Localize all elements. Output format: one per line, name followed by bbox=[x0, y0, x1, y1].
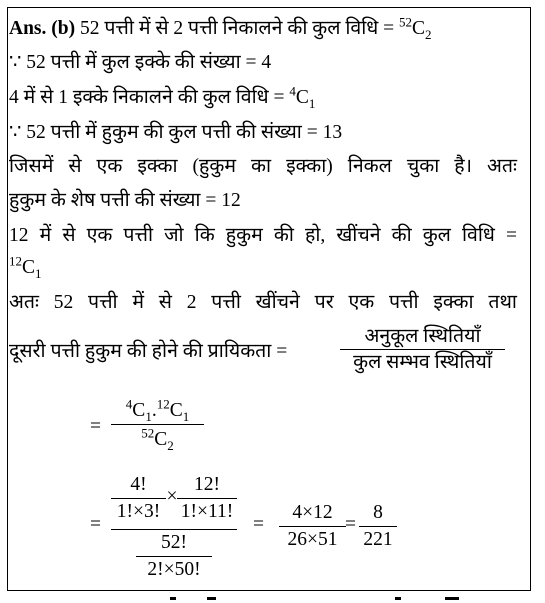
denominator: कुल सम्भव स्थितियाँ bbox=[340, 349, 505, 376]
denominator: 26×51 bbox=[279, 526, 346, 553]
numerator: 4! bbox=[130, 474, 147, 495]
equals-sign: = bbox=[90, 514, 101, 535]
line-6: हुकुम के शेष पत्ती की संख्या = 12 bbox=[9, 190, 241, 211]
combination-symbol: C bbox=[412, 18, 426, 39]
equals-sign: = bbox=[90, 416, 101, 437]
fraction-a bbox=[111, 472, 166, 525]
combination-symbol: C bbox=[295, 87, 309, 108]
line-3 bbox=[9, 85, 315, 111]
superscript: 12 bbox=[9, 253, 22, 269]
superscript: 52 bbox=[141, 425, 155, 441]
combination-symbol: C bbox=[132, 400, 146, 421]
probability-fraction bbox=[340, 325, 505, 376]
subscript: 1 bbox=[182, 408, 190, 424]
combination-symbol: C bbox=[154, 429, 168, 450]
subscript: 1 bbox=[308, 95, 316, 111]
answer-label: Ans. (b) bbox=[9, 18, 76, 39]
times-sign: × bbox=[166, 486, 178, 507]
dot: . bbox=[151, 400, 157, 421]
equals-sign: = bbox=[253, 514, 264, 535]
line-3-text: 4 में से 1 इक्के निकालने की कुल विधि = bbox=[9, 87, 290, 108]
combination-symbol: C bbox=[22, 257, 36, 278]
line-10: दूसरी पत्ती हुकुम की होने की प्रायिकता = bbox=[9, 341, 288, 362]
result-fraction bbox=[359, 500, 397, 553]
numerator: 12! bbox=[194, 474, 220, 495]
combination-fraction bbox=[111, 398, 204, 455]
denominator bbox=[111, 424, 204, 455]
subscript: 2 bbox=[425, 26, 432, 42]
line-2: ∵ 52 पत्ती में कुल इक्के की संख्या = 4 bbox=[9, 52, 272, 73]
superscript: 12 bbox=[156, 396, 170, 412]
denominator: 221 bbox=[359, 526, 397, 553]
fraction-b bbox=[177, 472, 237, 525]
line-8 bbox=[9, 255, 42, 281]
subscript: 2 bbox=[167, 437, 174, 453]
line-5: जिसमें से एक इक्का (हुकुम का इक्का) निकल चुका है। अतः bbox=[9, 156, 517, 177]
subscript: 1 bbox=[35, 265, 42, 281]
numerator: 4×12 bbox=[292, 502, 333, 523]
numerator: 8 bbox=[373, 502, 383, 523]
line-7: 12 में से एक पत्ती जो कि हुकुम की हो, खींचने की कुल विधि = bbox=[9, 225, 517, 246]
line-1-text: 52 पत्ती में से 2 पत्ती निकालने की कुल विधि = bbox=[75, 18, 400, 39]
superscript: 4 bbox=[289, 83, 296, 99]
superscript: 52 bbox=[399, 14, 413, 30]
numerator: अनुकूल स्थितियाँ bbox=[364, 326, 481, 347]
line-4: ∵ 52 पत्ती में हुकुम की कुल पत्ती की संख्या = 13 bbox=[9, 122, 343, 143]
simplified-fraction bbox=[279, 500, 346, 553]
combination-symbol: C bbox=[169, 400, 183, 421]
fraction-c bbox=[111, 529, 237, 583]
numerator bbox=[111, 398, 204, 424]
equals-sign: = bbox=[345, 514, 356, 535]
cropped-text-fragment bbox=[0, 594, 545, 603]
denominator: 1!×3! bbox=[111, 498, 166, 525]
superscript: 4 bbox=[125, 396, 133, 412]
denominator: 2!×50! bbox=[136, 556, 212, 583]
denominator: 1!×11! bbox=[177, 498, 237, 525]
line-9: अतः 52 पत्ती में से 2 पत्ती खींचने पर एक पत्ती इक्का तथा bbox=[9, 292, 517, 313]
subscript: 1 bbox=[145, 408, 152, 424]
numerator: 52! bbox=[161, 532, 187, 553]
line-ans bbox=[9, 16, 432, 42]
